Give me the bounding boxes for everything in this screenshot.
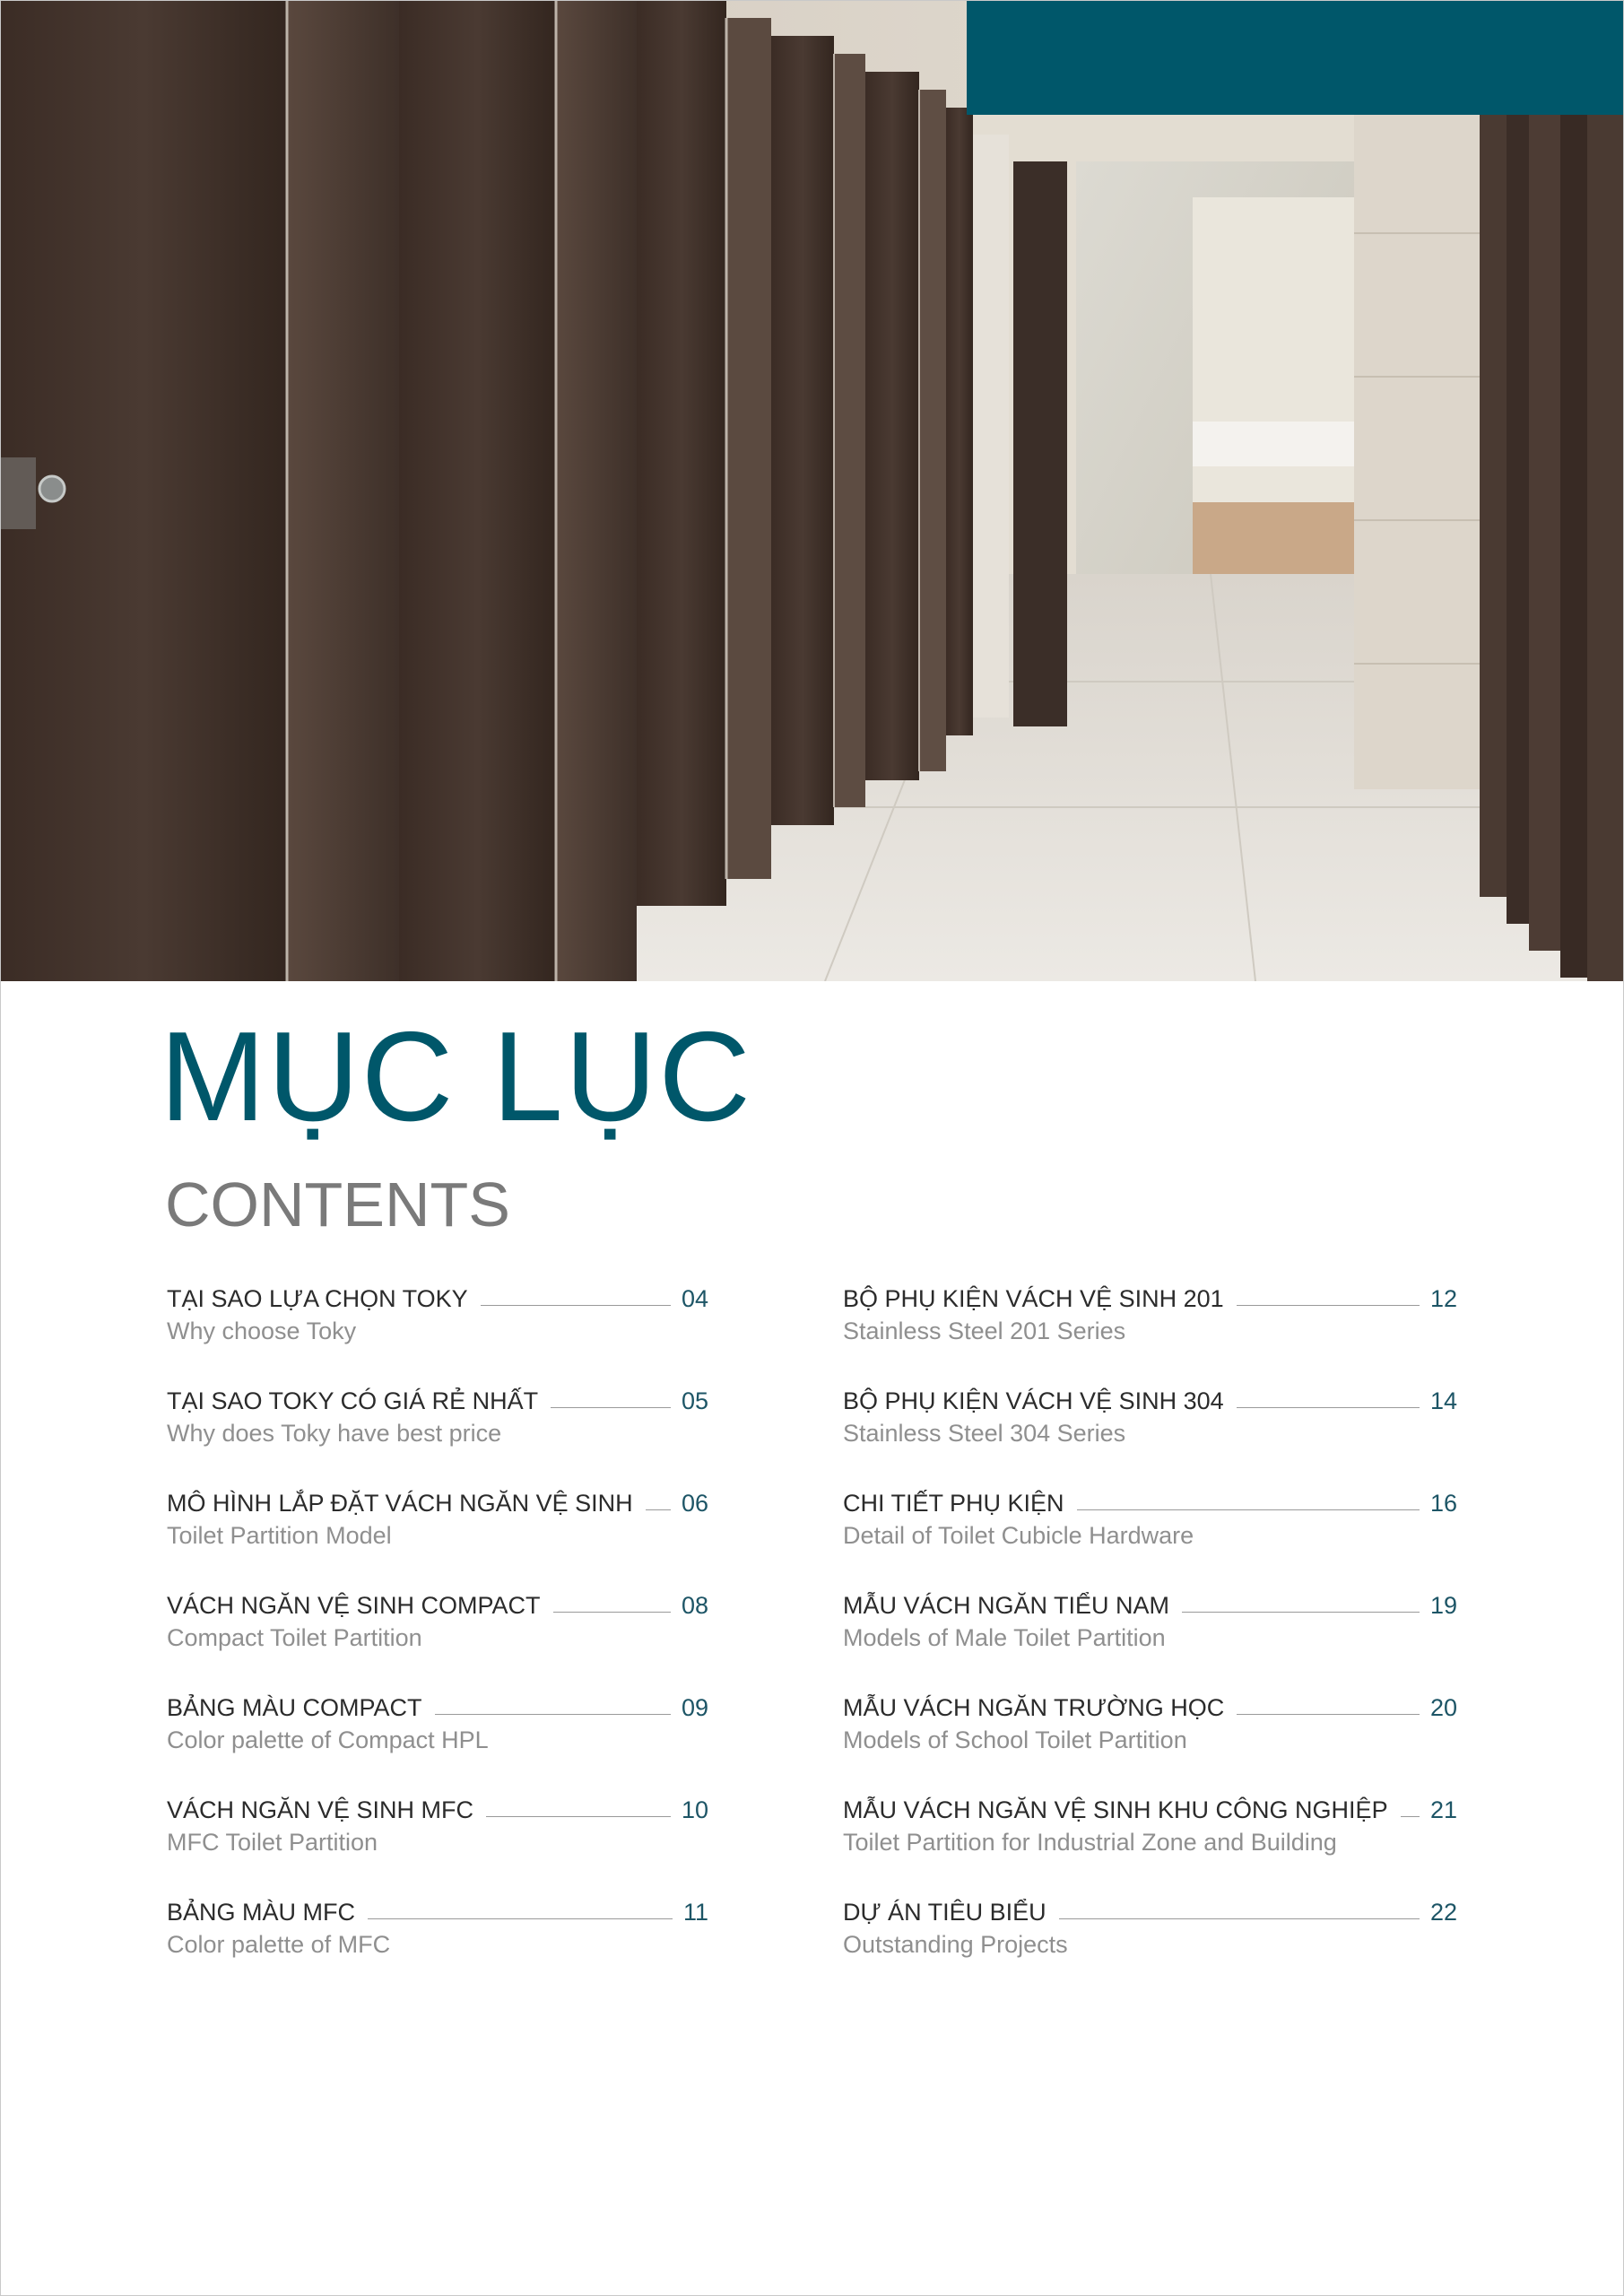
toilet-cubicles-illustration — [0, 0, 1624, 981]
toc-entry-title: BẢNG MÀU MFC — [167, 1899, 356, 1926]
toc-page-number: 20 — [1429, 1694, 1457, 1721]
toc-entry-subtitle: Models of School Toilet Partition — [843, 1726, 1187, 1753]
toc-entry-title: MẪU VÁCH NGĂN TIỂU NAM — [843, 1592, 1170, 1619]
toc-entry-subtitle: Why choose Toky — [167, 1318, 357, 1344]
toc-entry-title: VÁCH NGĂN VỆ SINH COMPACT — [167, 1592, 541, 1619]
accent-color-block — [967, 0, 1624, 115]
toc-entry-title: TẠI SAO TOKY CÓ GIÁ RẺ NHẤT — [167, 1387, 539, 1414]
toc-entry-title: BẢNG MÀU COMPACT — [167, 1694, 422, 1721]
toc-entry-subtitle: MFC Toilet Partition — [167, 1829, 378, 1856]
toc-entry-subtitle: Toilet Partition Model — [167, 1522, 392, 1549]
toc-page-number: 21 — [1429, 1796, 1457, 1823]
page-title: MỤC LỤC — [160, 1005, 752, 1148]
toc-entry-subtitle: Stainless Steel 201 Series — [843, 1318, 1126, 1344]
toc-entry[interactable] — [843, 1284, 1457, 1387]
toc-entry[interactable] — [167, 1387, 708, 1489]
toc-entry-subtitle: Toilet Partition for Industrial Zone and Building — [843, 1829, 1337, 1856]
toc-leader-line — [646, 1509, 671, 1510]
toc-page-number: 12 — [1429, 1285, 1457, 1312]
toc-leader-line — [1237, 1714, 1420, 1715]
toc-leader-line — [551, 1407, 671, 1408]
toc-leader-line — [1237, 1407, 1420, 1408]
toc-entry-title: MÔ HÌNH LẮP ĐẶT VÁCH NGĂN VỆ SINH — [167, 1490, 633, 1517]
toc-entry-title: MẪU VÁCH NGĂN VỆ SINH KHU CÔNG NGHIỆP — [843, 1796, 1388, 1823]
toc-entry-subtitle: Detail of Toilet Cubicle Hardware — [843, 1522, 1194, 1549]
toc-entry-subtitle: Models of Male Toilet Partition — [843, 1624, 1166, 1651]
toc-leader-line — [1182, 1612, 1420, 1613]
toc-page-number: 09 — [681, 1694, 708, 1721]
toc-entry[interactable] — [843, 1591, 1457, 1693]
toc-entry-subtitle: Color palette of MFC — [167, 1931, 391, 1958]
toc-entry-title: BỘ PHỤ KIỆN VÁCH VỆ SINH 304 — [843, 1387, 1224, 1414]
toc-entry-title: BỘ PHỤ KIỆN VÁCH VỆ SINH 201 — [843, 1285, 1224, 1312]
toc-entry-subtitle: Why does Toky have best price — [167, 1420, 502, 1447]
toc-page-number: 06 — [681, 1490, 708, 1517]
toc-column-left — [167, 1284, 708, 2000]
toc-leader-line — [435, 1714, 671, 1715]
toc-leader-line — [481, 1305, 671, 1306]
toc-leader-line — [1059, 1918, 1420, 1919]
toc-entry[interactable] — [167, 1489, 708, 1591]
toc-page-number: 10 — [681, 1796, 708, 1823]
toc-entry[interactable] — [167, 1591, 708, 1693]
toc-entry-title: CHI TIẾT PHỤ KIỆN — [843, 1490, 1064, 1517]
toc-entry-subtitle: Stainless Steel 304 Series — [843, 1420, 1126, 1447]
toc-entry-title: TẠI SAO LỰA CHỌN TOKY — [167, 1285, 468, 1312]
toc-page-number: 16 — [1429, 1490, 1457, 1517]
page-subtitle: CONTENTS — [165, 1170, 510, 1239]
toc-entry[interactable] — [167, 1898, 708, 2000]
toc-leader-line — [1401, 1816, 1420, 1817]
toc-entry-title: DỰ ÁN TIÊU BIỂU — [843, 1899, 1046, 1926]
toc-entry[interactable] — [843, 1796, 1457, 1898]
toc-leader-line — [553, 1612, 671, 1613]
toc-page-number: 11 — [682, 1899, 708, 1926]
toc-leader-line — [1077, 1509, 1420, 1510]
toc-column-right — [843, 1284, 1457, 2000]
toc-page-number: 04 — [681, 1285, 708, 1312]
toc-leader-line — [486, 1816, 671, 1817]
toc-page-number: 19 — [1429, 1592, 1457, 1619]
toc-entry[interactable] — [843, 1898, 1457, 2000]
toc-entry-title: VÁCH NGĂN VỆ SINH MFC — [167, 1796, 474, 1823]
toc-entry-subtitle: Compact Toilet Partition — [167, 1624, 422, 1651]
toc-page-number: 22 — [1429, 1899, 1457, 1926]
toc-leader-line — [1237, 1305, 1420, 1306]
toc-entry[interactable] — [843, 1387, 1457, 1489]
hero-photo — [0, 0, 1624, 981]
toc-leader-line — [368, 1918, 673, 1919]
toc-entry-subtitle: Color palette of Compact HPL — [167, 1726, 489, 1753]
toc-entry[interactable] — [167, 1693, 708, 1796]
toc-entry-title: MẪU VÁCH NGĂN TRƯỜNG HỌC — [843, 1694, 1225, 1721]
toc-entry[interactable] — [167, 1796, 708, 1898]
toc-page-number: 08 — [681, 1592, 708, 1619]
toc-entry[interactable] — [167, 1284, 708, 1387]
toc-entry-subtitle: Outstanding Projects — [843, 1931, 1068, 1958]
toc-page-number: 14 — [1429, 1387, 1457, 1414]
toc-page-number: 05 — [681, 1387, 708, 1414]
toc-entry[interactable] — [843, 1693, 1457, 1796]
toc-entry[interactable] — [843, 1489, 1457, 1591]
